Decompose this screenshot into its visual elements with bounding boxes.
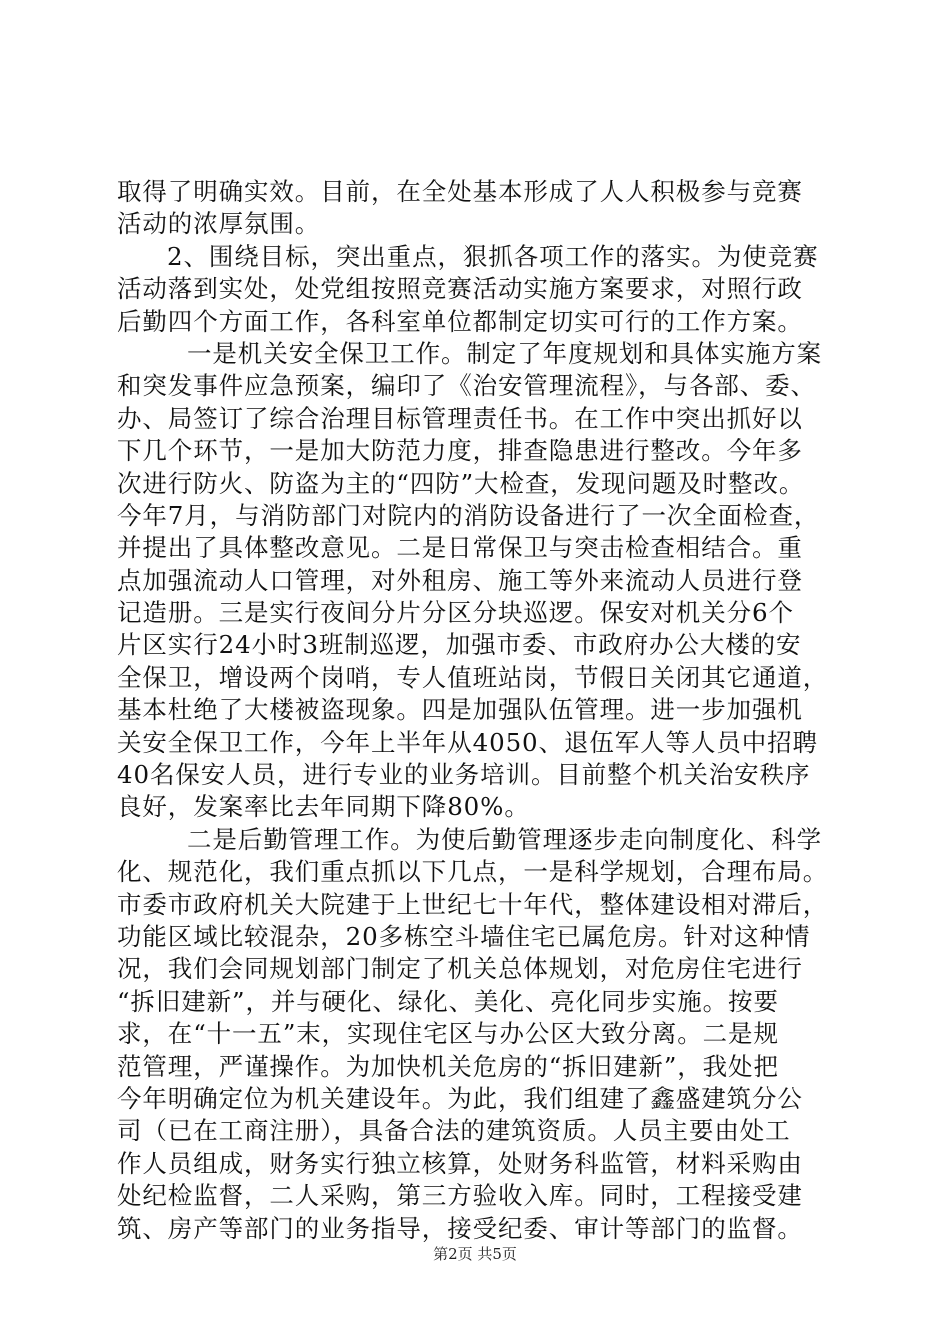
text-line: 40名保安人员，进行专业的业务培训。目前整个机关治安秩序 [117,760,811,790]
text-line: 今年明确定位为机关建设年。为此，我们组建了鑫盛建筑分公 [117,1083,803,1113]
text-line: 点加强流动人口管理，对外租房、施工等外来流动人员进行登 [117,565,803,595]
text-line: 作人员组成，财务实行独立核算，处财务科监管，材料采购由 [117,1148,803,1178]
text-line: 处纪检监督，二人采购，第三方验收入库。同时，工程接受建 [117,1181,803,1211]
text-line: 片区实行24小时3班制巡逻，加强市委、市政府办公大楼的安 [117,630,802,660]
body-text [117,176,837,1245]
text-line: 关安全保卫工作，今年上半年从4050、退伍军人等人员中招聘 [117,727,818,757]
text-line: 司（已在工商注册），具备合法的建筑资质。人员主要由处工 [117,1116,791,1146]
text-line: 良好，发案率比去年同期下降80%。 [117,792,530,822]
page-number-footer: 第2页 共5页 [433,1245,517,1263]
text-line: 全保卫，增设两个岗哨，专人值班站岗，节假日关闭其它通道， [117,662,829,692]
text-line: 办、局签订了综合治理目标管理责任书。在工作中突出抓好以 [117,403,803,433]
text-line: 记造册。三是实行夜间分片分区分块巡逻。保安对机关分6个 [117,598,794,628]
text-line: 并提出了具体整改意见。二是日常保卫与突击检查相结合。重 [117,533,803,563]
text-line: 下几个环节，一是加大防范力度，排查隐患进行整改。今年多 [117,436,803,466]
text-line: 次进行防火、防盗为主的“四防”大检查，发现问题及时整改。 [117,468,805,498]
text-line: 筑、房产等部门的业务指导，接受纪委、审计等部门的监督。 [117,1213,803,1243]
text-line: 和突发事件应急预案，编印了《治安管理流程》，与各部、委、 [117,371,816,401]
text-line: “拆旧建新”，并与硬化、绿化、美化、亮化同步实施。按要 [117,986,779,1016]
text-line: 化、规范化，我们重点抓以下几点，一是科学规划，合理布局。 [117,857,829,887]
text-line: 况，我们会同规划部门制定了机关总体规划，对危房住宅进行 [117,954,803,984]
paragraph-start-line: 二是后勤管理工作。为使后勤管理逐步走向制度化、科学 [187,824,822,854]
text-line: 求，在“十一五”末，实现住宅区与办公区大致分离。二是规 [117,1019,779,1049]
paragraph-start-line: 一是机关安全保卫工作。制定了年度规划和具体实施方案 [187,338,822,368]
paragraph-start-line: 2、围绕目标，突出重点，狠抓各项工作的落实。为使竞赛 [167,241,819,271]
text-line: 功能区域比较混杂，20多栋空斗墙住宅已属危房。针对这种情 [117,921,811,951]
text-line: 今年7月，与消防部门对院内的消防设备进行了一次全面检查， [117,500,820,530]
text-line: 活动落到实处，处党组按照竞赛活动实施方案要求，对照行政 [117,274,803,304]
text-line: 范管理，严谨操作。为加快机关危房的“拆旧建新”，我处把 [117,1051,779,1081]
text-line: 市委市政府机关大院建于上世纪七十年代，整体建设相对滞后， [117,889,829,919]
text-line: 取得了明确实效。目前，在全处基本形成了人人积极参与竞赛 [117,177,803,206]
text-line: 基本杜绝了大楼被盗现象。四是加强队伍管理。进一步加强机 [117,695,803,725]
text-line: 后勤四个方面工作，各科室单位都制定切实可行的工作方案。 [117,306,803,336]
text-line: 活动的浓厚氛围。 [117,209,321,239]
